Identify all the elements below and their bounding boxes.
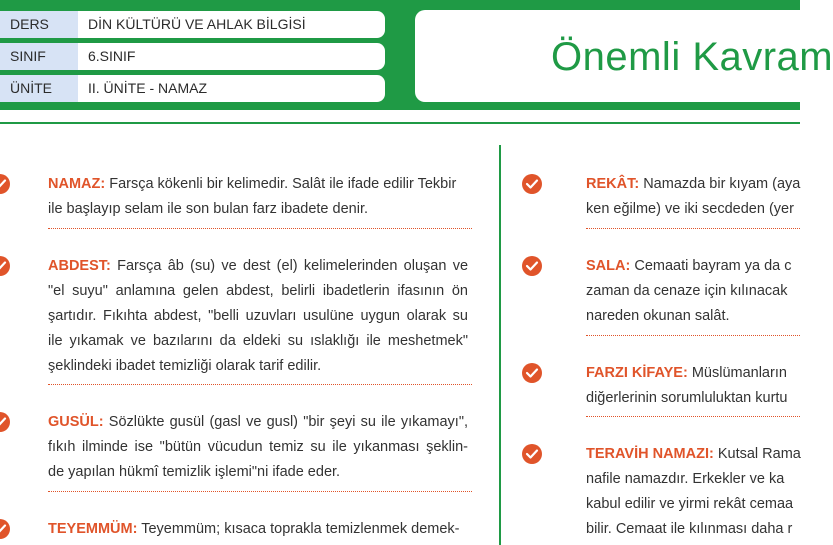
- term-teravih-namazi: TERAVİH NAMAZI:: [586, 446, 714, 462]
- info-label-unite: ÜNİTE: [0, 75, 78, 102]
- dotted-separator: [586, 416, 800, 417]
- definition-line: zaman da cenaze için kılınacak: [586, 283, 788, 299]
- term-sala: SALA:: [586, 258, 631, 274]
- info-value-unite: II. ÜNİTE - NAMAZ: [88, 80, 207, 96]
- definition-line: Kutsal Rama: [717, 446, 801, 462]
- definition-line: diğerlerinin sorumluluktan kurtu: [586, 390, 788, 406]
- check-icon: [522, 256, 542, 276]
- definition-line: Cemaati bayram ya da c: [634, 258, 792, 274]
- definition-line: ken eğilme) ve iki secdeden (yer: [586, 201, 794, 217]
- check-icon: [0, 519, 10, 539]
- info-label-sinif: SINIF: [0, 43, 78, 70]
- info-value-sinif: 6.SINIF: [88, 48, 136, 64]
- definition-line: Farsça kökenli bir kelimedir. Salât ile ifade edilir Tekbir: [109, 176, 457, 192]
- term-gusul: GUSÜL:: [48, 414, 104, 430]
- dotted-separator: [48, 228, 472, 229]
- definition-line: kabul edilir ve yirmi rekât cemaa: [586, 496, 794, 512]
- title-box: [415, 10, 833, 102]
- column-divider: [499, 145, 501, 545]
- info-label-ders: DERS: [0, 11, 78, 38]
- definition-line: şeklindeki ibadet temizliği olarak tarif edilir.: [48, 358, 322, 374]
- info-row-sinif: [0, 43, 385, 70]
- concept-namaz: [48, 172, 468, 222]
- term-namaz: NAMAZ:: [48, 176, 106, 192]
- dotted-separator: [586, 228, 800, 229]
- definition-line: "el suyu" anlamına gelen abdest, belirli ibadetlerin ifasının ön: [48, 283, 468, 299]
- definition-line: Müslümanların: [691, 365, 787, 381]
- concept-teravih-namazi: [586, 442, 826, 542]
- term-farzi-kifaye: FARZI KİFAYE:: [586, 365, 688, 381]
- check-icon: [0, 256, 10, 276]
- term-abdest: ABDEST:: [48, 258, 111, 274]
- info-value-ders: DİN KÜLTÜRÜ VE AHLAK BİLGİSİ: [88, 16, 306, 32]
- definition-line: nafile namazdır. Erkekler ve ka: [586, 471, 785, 487]
- definition-line: Sözlükte gusül (gasl ve gusl) "bir şeyi su ile yıkamayı",: [108, 414, 469, 430]
- dotted-separator: [586, 335, 800, 336]
- definition-line: de yapılan hükmî temizlik işlemi"ni ifade eder.: [48, 464, 341, 480]
- definition-line: nareden okunan salât.: [586, 308, 730, 324]
- definition-line: şartıdır. Fıkıhta abdest, "belli uzuvları usulüne uygun olarak su: [48, 308, 468, 324]
- page-title: Önemli Kavram: [551, 35, 833, 79]
- definition-line: Teyemmüm; kısaca toprakla temizlenmek demek-: [141, 521, 460, 537]
- info-row-ders: [0, 11, 385, 38]
- header-bar: [0, 0, 833, 110]
- definition-line: ile yıkamak ve bazılarını da eldeki su ıslaklığı ile meshetmek": [48, 333, 468, 349]
- concept-gusul: [48, 410, 468, 485]
- term-rekat: REKÂT:: [586, 176, 640, 192]
- concept-farzi-kifaye: [586, 361, 826, 411]
- concept-rekat: [586, 172, 826, 222]
- concept-abdest: [48, 254, 468, 379]
- check-icon: [522, 363, 542, 383]
- header-rule: [0, 122, 800, 124]
- definition-line: Farsça âb (su) ve dest (el) kelimelerinden oluşan ve: [117, 258, 469, 274]
- concept-teyemmum: [48, 517, 468, 542]
- dotted-separator: [48, 384, 472, 385]
- definition-line: bilir. Cemaat ile kılınması daha r: [586, 521, 793, 537]
- info-row-unite: [0, 75, 385, 102]
- dotted-separator: [48, 491, 472, 492]
- definition-line: Namazda bir kıyam (aya: [643, 176, 801, 192]
- check-icon: [522, 174, 542, 194]
- check-icon: [0, 174, 10, 194]
- check-icon: [0, 412, 10, 432]
- concept-sala: [586, 254, 826, 329]
- definition-line: fıkıh ilminde ise "bütün vücudun temiz su ile yıkanması şeklin-: [48, 439, 468, 455]
- definition-line: ile başlayıp selam ile son bulan farz ibadete denir.: [48, 201, 368, 217]
- check-icon: [522, 444, 542, 464]
- term-teyemmum: TEYEMMÜM:: [48, 521, 138, 537]
